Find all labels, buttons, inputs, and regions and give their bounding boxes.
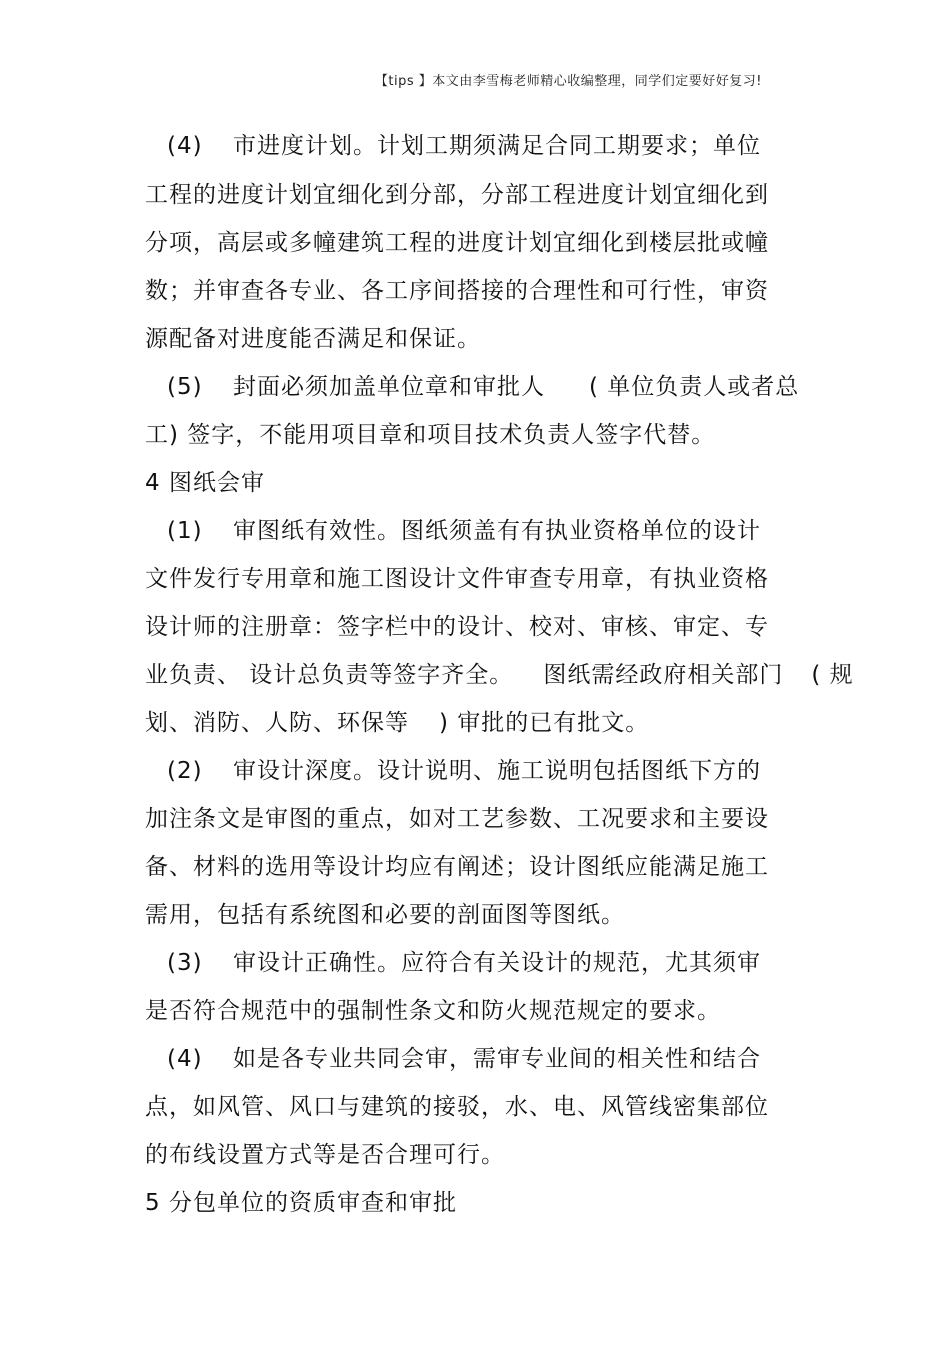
line-text: 审图纸有效性。图纸须盖有有执业资格单位的设计 [233, 518, 761, 544]
line-text: 封面必须加盖单位章和审批人 [233, 374, 545, 400]
line-text: ( 单位负责人或者总 [589, 374, 800, 400]
line-text: 业负责、 设计总负责等签字齐全。 [145, 662, 514, 688]
line-text: ( 规 [811, 662, 854, 688]
line-text: 如是各专业共同会审，需审专业间的相关性和结合 [233, 1046, 761, 1072]
paragraph-line [167, 948, 761, 978]
paragraph-line: 的布线设置方式等是否合理可行。 [145, 1142, 505, 1168]
item-number: (3) [167, 950, 203, 976]
paragraph-line [145, 660, 854, 690]
line-text: 审设计深度。设计说明、施工说明包括图纸下方的 [233, 758, 761, 784]
paragraph-line: 加注条文是审图的重点，如对工艺参数、工况要求和主要设 [145, 806, 769, 832]
paragraph-line [167, 516, 761, 546]
item-number: (2) [167, 758, 203, 784]
paragraph-line: 是否符合规范中的强制性条文和防火规范规定的要求。 [145, 998, 721, 1024]
section-heading: 5 分包单位的资质审查和审批 [145, 1190, 457, 1216]
paragraph-line: 源配备对进度能否满足和保证。 [145, 326, 481, 352]
paragraph-line: 文件发行专用章和施工图设计文件审查专用章，有执业资格 [145, 566, 769, 592]
paragraph-line [167, 1044, 761, 1074]
paragraph-line [145, 708, 649, 738]
paragraph-line: 设计师的注册章：签字栏中的设计、校对、审核、审定、专 [145, 614, 769, 640]
paragraph-line [167, 372, 799, 402]
item-number: (4) [167, 133, 203, 159]
paragraph-line: 工) 签字，不能用项目章和项目技术负责人签字代替。 [145, 422, 716, 448]
line-text: ) 审批的已有批文。 [439, 710, 650, 736]
paragraph-line: 工程的进度计划宜细化到分部，分部工程进度计划宜细化到 [145, 182, 769, 208]
paragraph-line: 点，如风管、风口与建筑的接驳，水、电、风管线密集部位 [145, 1094, 769, 1120]
paragraph-line: 分项，高层或多幢建筑工程的进度计划宜细化到楼层批或幢 [145, 230, 769, 256]
line-text: 市进度计划。计划工期须满足合同工期要求；单位 [233, 133, 761, 159]
section-heading: 4 图纸会审 [145, 470, 265, 496]
paragraph-line: 数；并审查各专业、各工序间搭接的合理性和可行性，审资 [145, 278, 769, 304]
header-tips: 【tips 】本文由李雪梅老师精心收编整理，同学们定要好好复习! [374, 74, 762, 89]
paragraph-line [167, 131, 761, 161]
item-number: (1) [167, 518, 203, 544]
paragraph-line: 备、材料的选用等设计均应有阐述；设计图纸应能满足施工 [145, 854, 769, 880]
paragraph-line: 需用，包括有系统图和必要的剖面图等图纸。 [145, 902, 625, 928]
line-text: 审设计正确性。应符合有关设计的规范，尤其须审 [233, 950, 761, 976]
item-number: (5) [167, 374, 203, 400]
item-number: (4) [167, 1046, 203, 1072]
line-text: 图纸需经政府相关部门 [543, 662, 784, 688]
paragraph-line [167, 756, 761, 786]
line-text: 划、消防、人防、环保等 [145, 710, 409, 736]
